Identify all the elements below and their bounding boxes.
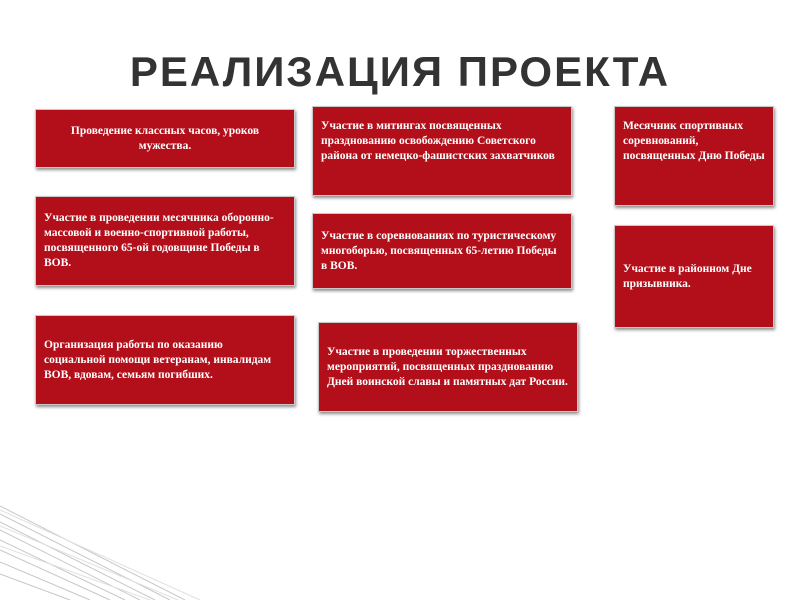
box-text: Участие в соревнованиях по туристическому многоборью, посвященных 65-летию Победы в ВОВ.: [321, 229, 557, 272]
box-conscript-day: [614, 225, 774, 328]
page-title: РЕАЛИЗАЦИЯ ПРОЕКТА: [129, 48, 671, 95]
box-text: Участие в районном Дне призывника.: [623, 262, 752, 290]
box-text: Организация работы по оказанию социальной помощи ветеранам, инвалидам ВОВ, вдовам, семьям погибших.: [44, 338, 272, 381]
box-text: Месячник спортивных соревнований, посвященных Дню Победы: [623, 120, 765, 162]
box-text: Участие в митингах посвященных празднованию освобождению Советского района от немецко-фашистских захватчиков: [321, 120, 555, 162]
box-sports-month: [614, 106, 774, 206]
box-rallies: [312, 106, 572, 196]
box-tourism-competition: [312, 213, 572, 289]
box-text: Участие в проведении торжественных мероприятий, посвященных празднованию Дней воинской славы и памятных дат России.: [327, 345, 568, 388]
box-text: Проведение классных часов, уроков мужества.: [70, 124, 260, 152]
box-defense-month: [35, 196, 295, 286]
box-class-hours: [35, 109, 295, 168]
decorative-lines: [0, 480, 800, 600]
box-text: Участие в проведении месячника оборонно-массовой и военно-спортивной работы, посвященного 65-ой годовщине Победы в ВОВ.: [44, 212, 274, 269]
box-veterans-help: [35, 315, 295, 405]
box-glory-days: [318, 322, 578, 412]
